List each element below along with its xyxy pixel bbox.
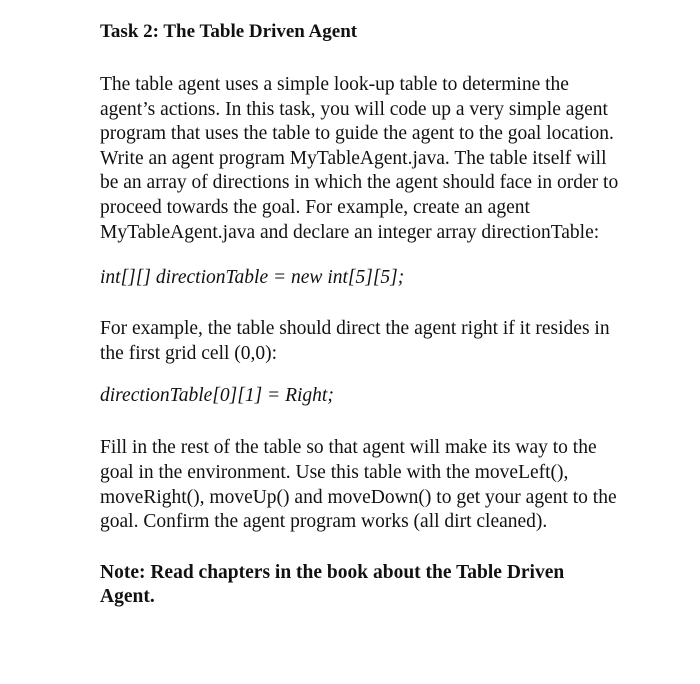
intro-paragraph: The table agent uses a simple look-up table to determine the agent’s actions. In this task, you will code up a very simple agent program that uses the table to guide the agent to the goal location. Write an agent program MyTableAgent.java. The table itself will be an array of directions in which the agent should face in order to proceed towards the goal. For example, create an agent MyTableAgent.java and declare an integer array directionTable: [100, 74, 619, 243]
note-paragraph: Note: Read chapters in the book about the Table Driven Agent. [100, 561, 565, 608]
instructions-paragraph: Fill in the rest of the table so that agent will make its way to the goal in the environment. Use this table with the moveLeft(), moveRight(), moveUp() and moveDown() to get your agent to the goal. Confirm the agent program works (all dirt cleaned). [100, 437, 617, 533]
document-page [100, 18, 620, 610]
code-declaration: int[][] directionTable = new int[5][5]; [100, 267, 405, 289]
page-title: Task 2: The Table Driven Agent [100, 21, 358, 42]
code-assignment: directionTable[0][1] = Right; [100, 385, 334, 407]
example-paragraph: For example, the table should direct the agent right if it resides in the first grid cell (0,0): [100, 318, 610, 364]
